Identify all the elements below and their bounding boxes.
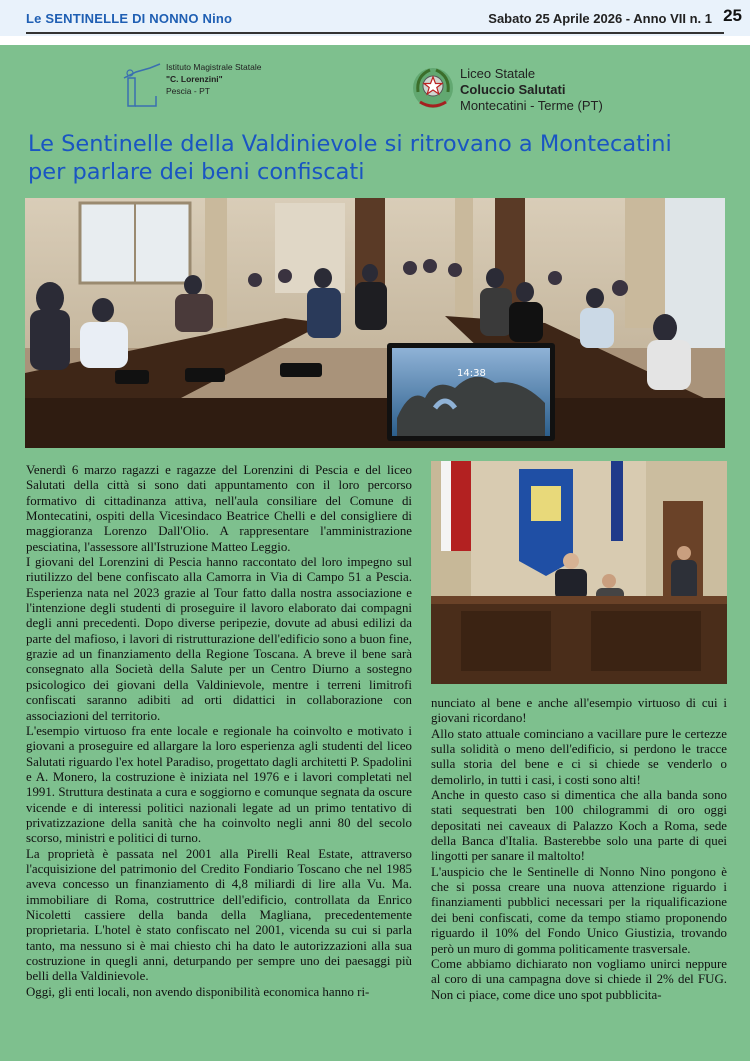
speakers-table-image — [431, 461, 727, 684]
lorenzini-line2: "C. Lorenzini" — [166, 74, 223, 84]
left-paragraph-2: I giovani del Lorenzini di Pescia hanno raccontato del loro impegno sul riutilizzo del bene confiscato alla Camorra in Via di Campo 51 a Pescia. Esperienza nata nel 2023 grazie al Tour fatto dalla nostra associazione e l'intenzione degli studenti di proseguire il lavoro elaborato dai compagni degli anni precedenti. Dopo diverse peripezie, dovute ad abusi edilizi da parte del mafioso, i lavori di ristrutturazione dell'edificio sono a buon fine, grazie ad un finanziamento della Regione Toscana. A breve il bene sarà consegnato alla Società della Salute per un Centro Diurno a sostegno psicologico dei giovani della Valdinievole, mentre i terreni limitrofi confiscati saranno adibiti ad orti didattici in collaborazione con associazioni del territorio. — [26, 555, 412, 723]
speakers-photo — [431, 461, 727, 684]
issue-date: Sabato 25 Aprile 2026 - Anno VII n. 1 — [488, 11, 712, 26]
article-title — [28, 130, 728, 186]
right-paragraph-1: nunciato al bene e anche all'esempio virtuoso di cui i giovani ricordano! — [431, 696, 727, 726]
article-column-right — [431, 696, 727, 1003]
lorenzini-emblem-icon — [120, 62, 164, 110]
italian-emblem-icon — [410, 62, 456, 114]
salutati-logo — [410, 62, 650, 118]
publication-name: Le SENTINELLE DI NONNO Nino — [26, 11, 233, 26]
lorenzini-logo — [120, 62, 290, 112]
left-paragraph-5: Oggi, gli enti locali, non avendo disponibilità economica hanno ri- — [26, 984, 370, 999]
screen-clock: 14:38 — [457, 368, 486, 379]
council-chamber-image — [25, 198, 725, 448]
left-paragraph-3: L'esempio virtuoso fra ente locale e regionale ha coinvolto e motivato i giovani a proseguire ed allargare la loro esperienza agli studenti del liceo Salutati riguardo l'ex hotel Paradiso, progettato dagli architetti P. Spadolini e A. Monero, la costruzione è iniziata nel 1976 e i lavori completati nel 1991. Struttura destinata a cura e soggiorno e comunque segnata da oscure vicende e di interessi politici nazionali legate ad un primo tentativo di privatizzazione della sanità che ha coinvolto negli anni 80 del secolo scorso, ministri e politici di turno. — [26, 723, 412, 846]
page-header — [0, 0, 750, 36]
article-column-left — [26, 463, 412, 1000]
meeting-photo — [25, 198, 725, 448]
right-paragraph-2: Allo stato attuale cominciano a vacillare pure le certezze sulla solidità o meno dell'edificio, si perdono le tracce sulla storia del bene e ci si chiede se venderlo o demolirlo, in tutti i casi, i costi sono alti! — [431, 726, 727, 787]
lorenzini-line1: Istituto Magistrale Statale — [166, 62, 262, 72]
title-line-1: Le Sentinelle della Valdinievole si ritrovano a Montecatini — [28, 131, 672, 157]
right-paragraph-3: Anche in questo caso si dimentica che alla banda sono stati sequestrati ben 100 chilogrammi di oro oggi depositati nei caveaux di Palazzo Koch a Roma, sede della Banca d'Italia. Basterebbe solo una parte di quei lingotti per sanare il maltolto! — [431, 788, 727, 864]
right-paragraph-5: Come abbiamo dichiarato non vogliamo unirci neppure al coro di una campagna dove si chiede il 2% del FUG. Non ci piace, come dice uno spot pubblicita- — [431, 956, 727, 1002]
lorenzini-line3: Pescia - PT — [166, 86, 210, 96]
header-rule — [26, 32, 724, 34]
salutati-line3: Montecatini - Terme (PT) — [460, 98, 603, 113]
left-paragraph-1: Venerdì 6 marzo ragazzi e ragazze del Lorenzini di Pescia e del liceo Salutati della città si sono dati appuntamento con il loro percorso formativo di cittadinanza attiva, nell'aula consiliare del Comune di Montecatini, ospiti della Vicesindaco Beatrice Chelli e del consigliere di maggioranza Lorenzo Dall'Olio. A rappresentare l'amministrazione pesciatina, l'assessore all'Istruzione Matteo Leggio. — [26, 463, 412, 554]
left-paragraph-4: La proprietà è passata nel 2001 alla Pirelli Real Estate, attraverso l'acquisizione del patrimonio del Credito Fondiario Toscano che nel 1985 aveva concesso un finanziamento di 4,8 miliardi di lire alla Vu. Ma. immobiliare di Roma, costruttrice dell'edificio, controllata da Enrico Nicoletti cassiere della banda della Magliana, precedentemente proprietaria. L'hotel è stato confiscato nel 2001, vicenda su cui si parla tanto, ma nessuno si è mai chiesto chi ha dato le autorizzazioni alla sua costruzione in quegli anni, deturpando per sempre uno dei paesaggi più belli della Valdinievole. — [26, 846, 412, 984]
title-line-2: per parlare dei beni confiscati — [28, 159, 365, 185]
right-paragraph-4: L'auspicio che le Sentinelle di Nonno Nino pongono è che si possa creare una nuova attenzione riguardo i finanziamenti pubblici necessari per la riqualificazione dei beni confiscati, come da tempo stiamo proponendo riguardo il 10% del Fondo Unico Giustizia, trovando però un muro di gomma politicamente trasversale. — [431, 864, 727, 956]
salutati-line1: Liceo Statale — [460, 66, 536, 81]
salutati-line2: Coluccio Salutati — [460, 82, 566, 97]
page-number: 25 — [723, 6, 742, 25]
